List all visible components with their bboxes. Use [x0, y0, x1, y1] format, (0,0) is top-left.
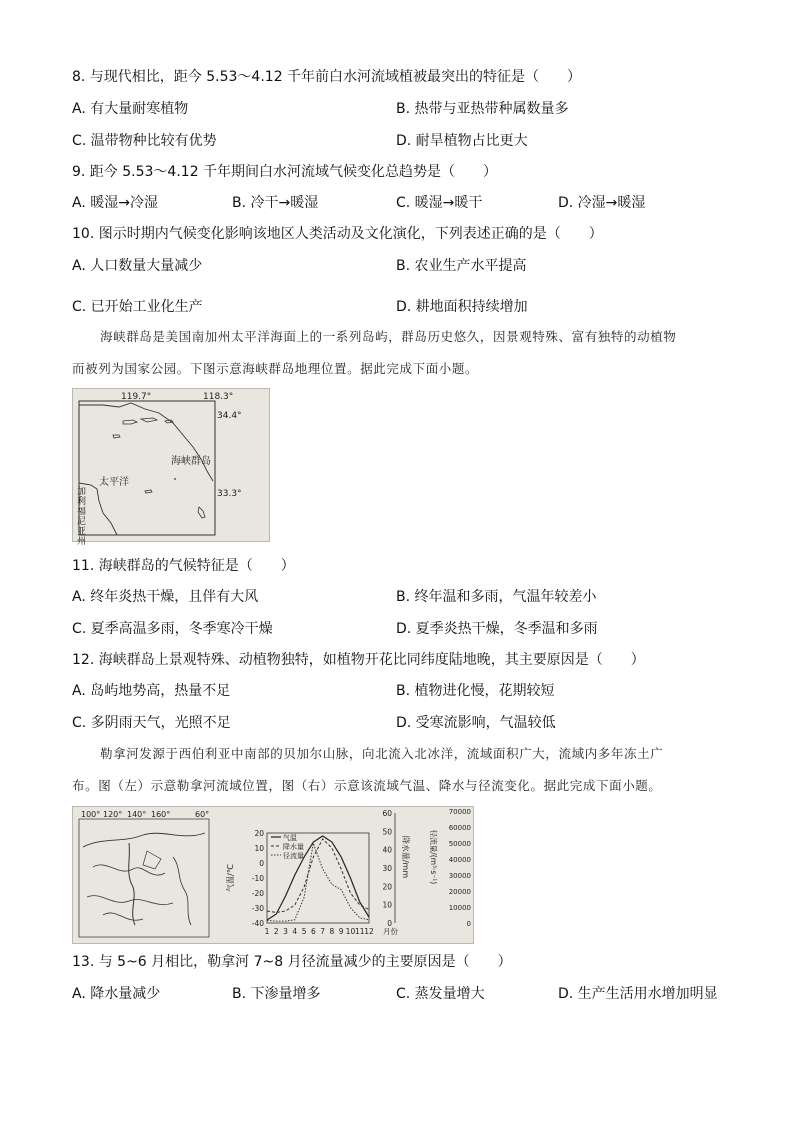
option: B. 农业生产水平提高: [396, 258, 527, 274]
x-tick-label: 12: [364, 927, 374, 936]
legend-label: 降水量: [283, 843, 304, 851]
option: C. 温带物种比较有优势: [72, 133, 217, 149]
y-right-tick: 30000: [448, 872, 471, 880]
y-mid-tick: 0: [387, 919, 392, 928]
lena-basin-map: [73, 807, 213, 943]
y-right-tick: 20000: [448, 888, 471, 896]
x-tick-label: 1: [264, 927, 270, 936]
y-mid-tick: 60: [382, 809, 392, 818]
option: B. 热带与亚热带种属数量多: [396, 101, 569, 117]
lon-label-left: 119.7°: [121, 392, 152, 402]
island: [198, 507, 205, 518]
question-stem: 9. 距今 5.53～4.12 千年期间白水河流域气候变化总趋势是（ ）: [72, 164, 498, 180]
option: C. 夏季高温多雨，冬季寒冷干燥: [72, 621, 273, 637]
y-right-tick: 10000: [448, 904, 471, 912]
option: D. 耐旱植物占比更大: [396, 133, 528, 149]
option: C. 已开始工业化生产: [72, 299, 203, 315]
x-tick-label: 6: [310, 927, 316, 936]
channel-islands-map: [72, 388, 270, 547]
lon-label: 60°: [195, 810, 210, 819]
option: A. 暖湿→冷湿: [72, 195, 158, 211]
option: B. 终年温和多雨，气温年较差小: [396, 589, 597, 605]
map-svg: [73, 389, 269, 541]
y-right-tick: 0: [466, 920, 471, 928]
y-mid-tick: 10: [382, 900, 392, 910]
option: D. 冷湿→暖湿: [558, 195, 646, 211]
y-mid-label: 降水量/mm: [401, 835, 410, 879]
x-tick-label: 9: [338, 927, 344, 936]
y-mid-tick: 20: [382, 882, 392, 892]
islands-label: 海峡群岛: [171, 456, 211, 467]
lon-label: 160°: [151, 810, 171, 819]
y-mid-tick: 40: [382, 845, 392, 855]
option: B. 下渗量增多: [232, 986, 321, 1002]
question-stem: 12. 海峡群岛上景观特殊、动植物独特，如植物开花比同纬度陆地晚，其主要原因是（ ）: [72, 652, 645, 668]
lon-label: 100°: [81, 810, 101, 819]
question-stem: 10. 图示时期内气候变化影响该地区人类活动及文化演化，下列表述正确的是（ ）: [72, 226, 603, 242]
lon-label: 120°: [103, 810, 123, 819]
y-right-tick: 60000: [448, 824, 471, 832]
option: A. 岛屿地势高，热量不足: [72, 683, 231, 699]
lena-river-figure: [72, 806, 474, 944]
x-tick-label: 8: [329, 927, 335, 936]
question-stem: 8. 与现代相比，距今 5.53～4.12 千年前白水河流域植被最突出的特征是（ ）: [72, 69, 582, 85]
y-right-label: 径流量/(m³·s⁻¹): [429, 829, 438, 885]
passage-line: 布。图（左）示意勒拿河流域位置，图（右）示意该流域气温、降水与径流变化。据此完成下面小题。: [72, 778, 662, 793]
passage-line: 海峡群岛是美国南加州太平洋海面上的一系列岛屿，群岛历史悠久，因景观特殊、富有独特的动植物: [100, 329, 677, 344]
y-left-tick: -20: [251, 889, 264, 898]
question-stem: 11. 海峡群岛的气候特征是（ ）: [72, 558, 295, 574]
question-stem: 13. 与 5~6 月相比，勒拿河 7~8 月径流量减少的主要原因是（ ）: [72, 954, 512, 970]
x-tick-label: 4: [292, 927, 298, 936]
x-tick-label: 5: [301, 927, 307, 936]
option: B. 冷干→暖湿: [232, 195, 319, 211]
option: B. 植物进化慢，花期较短: [396, 683, 555, 699]
option: C. 多阴雨天气，光照不足: [72, 715, 231, 731]
island: [165, 420, 173, 423]
y-left-tick: -40: [251, 919, 264, 928]
lat-label-top: 34.4°: [217, 411, 242, 421]
y-right-tick: 50000: [448, 840, 471, 848]
passage-line: 勒拿河发源于西伯利亚中南部的贝加尔山脉，向北流入北冰洋，流域面积广大，流域内多年冻土广: [100, 746, 664, 761]
option: A. 终年炎热干燥，且伴有大风: [72, 589, 259, 605]
option: D. 夏季炎热干燥，冬季温和多雨: [396, 621, 598, 637]
lena-climate-chart: [223, 807, 473, 943]
legend-label: 气温: [283, 834, 297, 842]
island: [145, 490, 152, 493]
x-tick-label: 3: [283, 927, 288, 936]
option: D. 生产生活用水增加明显: [558, 986, 718, 1002]
y-mid-tick: 50: [382, 827, 392, 837]
y-left-label: 气温/℃: [226, 864, 235, 892]
coastline: [79, 403, 213, 481]
y-left-tick: -30: [251, 904, 264, 913]
state-label: 加利福尼亚州: [77, 487, 87, 547]
option: D. 耕地面积持续增加: [396, 299, 528, 315]
option: A. 有大量耐寒植物: [72, 101, 189, 117]
x-tick-label: 7: [320, 927, 326, 936]
y-left-tick: 10: [254, 844, 264, 853]
x-tick-label: 11: [354, 927, 365, 936]
legend-label: 径流量: [283, 852, 304, 860]
x-axis-label: 月份: [383, 927, 398, 936]
y-left-tick: 0: [259, 859, 264, 868]
x-tick-label: 10: [345, 927, 356, 936]
y-right-tick: 40000: [448, 856, 471, 864]
lat-label-bottom: 33.3°: [217, 489, 242, 499]
y-left-tick: 20: [254, 829, 264, 838]
island: [123, 420, 137, 424]
option: C. 蒸发量增大: [396, 986, 485, 1002]
island: [113, 435, 120, 438]
option: C. 暖湿→暖干: [396, 195, 483, 211]
lon-label: 140°: [127, 810, 147, 819]
x-tick-label: 2: [273, 927, 279, 936]
option: D. 受寒流影响，气温较低: [396, 715, 556, 731]
y-mid-tick: 30: [382, 864, 392, 873]
passage-line: 而被列为国家公园。下图示意海峡群岛地理位置。据此完成下面小题。: [72, 361, 479, 376]
y-right-tick: 70000: [448, 808, 471, 816]
y-left-tick: -10: [251, 874, 264, 883]
option: A. 降水量减少: [72, 986, 161, 1002]
island: [141, 418, 157, 422]
option: A. 人口数量大量减少: [72, 258, 203, 274]
ocean-label: 太平洋: [99, 477, 129, 488]
lon-label-right: 118.3°: [203, 392, 234, 402]
